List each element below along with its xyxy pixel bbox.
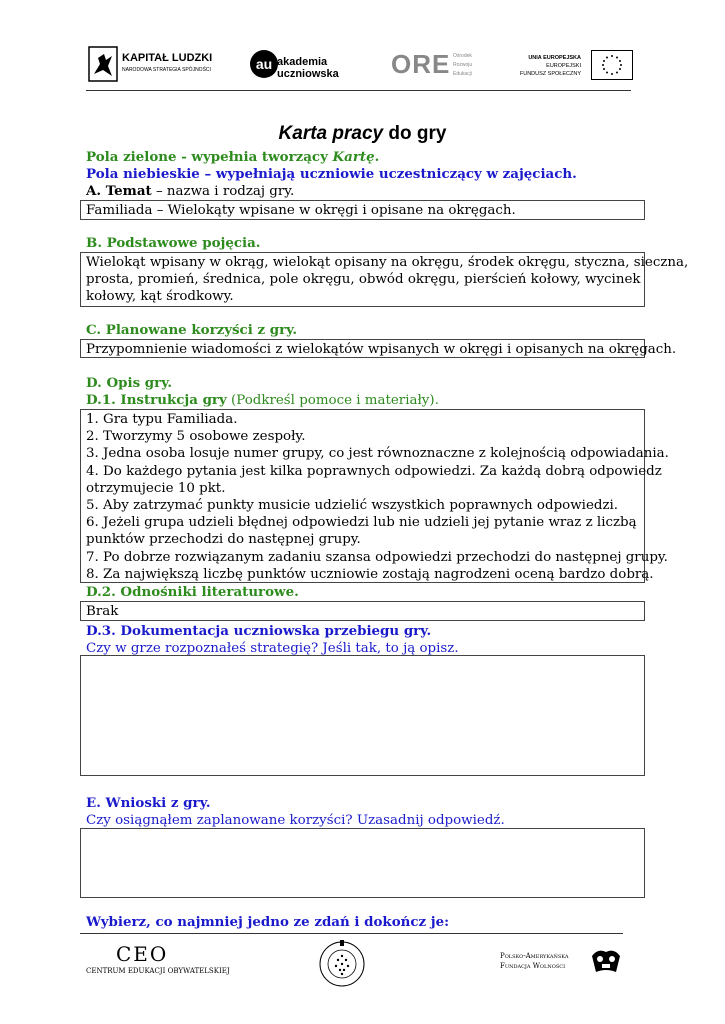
eu-logo (518, 50, 633, 82)
akademia-label: akademia (277, 56, 328, 68)
page-title (0, 123, 725, 145)
section-d1-heading (86, 392, 439, 409)
section-b-line: prosta, promień, średnica, pole okręgu, obwód okręgu, pierścień kołowy, wycinek (86, 272, 641, 288)
legend-green-prefix: Pola zielone - wypełnia tworzący (86, 149, 333, 165)
legend-green (86, 149, 379, 166)
instruction-line: otrzymujecie 10 pkt. (86, 480, 226, 496)
section-e-answer-box[interactable] (80, 828, 645, 898)
section-d2-label: D.2. Odnośniki literaturowe. (86, 584, 299, 600)
section-d2-field[interactable] (80, 601, 645, 621)
title-italic: Karta pracy (278, 123, 384, 144)
pafw-line1: Polsko-Amerykańska (500, 952, 569, 960)
instruction-line: punktów przechodzi do następnej grupy. (86, 532, 361, 548)
instruction-line: 2. Tworzymy 5 osobowe zespoły. (86, 429, 306, 445)
section-d3-answer-box[interactable] (80, 655, 645, 776)
instruction-line: 5. Aby zatrzymać punkty musicie udzielić wszystkich poprawnych odpowiedzi. (86, 498, 619, 514)
eu-line1: UNIA EUROPEJSKA (528, 55, 581, 61)
ore-line2: Rozwoju (453, 62, 473, 68)
akademia-uczniowska-logo (249, 49, 339, 83)
section-b-label: B. Podstawowe pojęcia. (86, 235, 261, 251)
uczniowska-label: uczniowska (277, 68, 339, 80)
instruction-line: 4. Do każdego pytania jest kilka poprawnych odpowiedzi. Za każdą dobrą odpowiedz (86, 463, 662, 479)
kapital-ludzki-emblem-icon (88, 46, 118, 82)
section-d1-field[interactable] (80, 409, 669, 583)
kapital-ludzki-title: KAPITAŁ LUDZKI (122, 52, 213, 64)
eu-line3: FUNDUSZ SPOŁECZNY (519, 71, 581, 77)
kapital-ludzki-logo (88, 46, 228, 84)
section-d-label: D. Opis gry. (86, 375, 173, 391)
legend-green-suffix: . (374, 149, 380, 165)
section-a-heading (86, 183, 294, 200)
section-d1-label: D.1. Instrukcja gry (86, 392, 227, 408)
section-b-line: kołowy, kąt środkowy. (86, 289, 234, 305)
ceo-subtitle: CENTRUM EDUKACJI OBYWATELSKIEJ (86, 967, 230, 975)
instruction-line: 1. Gra typu Familiada. (86, 412, 238, 427)
ore-logo (391, 49, 491, 82)
header-divider (86, 90, 631, 91)
eu-flag-icon (591, 50, 633, 80)
section-c-field[interactable] (80, 339, 677, 358)
kapital-ludzki-subtitle: NARODOWA STRATEGIA SPÓJNOŚCI (122, 67, 211, 73)
section-a-label: A. Temat (86, 183, 152, 199)
svg-text:au: au (255, 56, 273, 72)
section-c-label: C. Planowane korzyści z gry. (86, 322, 298, 338)
pafw-line2: Fundacja Wolności (500, 962, 566, 970)
legend-blue: Pola niebieskie – wypełniają uczniowie uczestniczący w zajęciach. (86, 166, 577, 182)
title-rest: do gry (383, 123, 447, 144)
section-a-field[interactable] (80, 200, 645, 220)
instruction-line: 8. Za największą liczbę punktów uczniowie zostają nagrodzeni oceną bardzo dobrą. (86, 566, 654, 582)
section-e-label: E. Wnioski z gry. (86, 795, 211, 811)
legend-green-italic: Kartę (332, 149, 375, 165)
section-b-field[interactable] (80, 252, 689, 307)
footer-divider (80, 933, 623, 934)
instruction-line: 6. Jeżeli grupa udzieli błędnej odpowiedzi lub nie udzieli jej pytanie wraz z liczbą (86, 515, 637, 531)
instruction-line: 3. Jedna osoba losuje numer grupy, co jest równoznaczne z kolejnością odpowiadania. (86, 446, 669, 462)
section-d3-label: D.3. Dokumentacja uczniowska przebiegu gry. (86, 623, 432, 639)
section-a-value: Familiada – Wielokąty wpisane w okręgi i opisane na okręgach. (86, 203, 516, 218)
ceo-logo (86, 942, 230, 978)
section-d3-question: Czy w grze rozpoznałeś strategię? Jeśli tak, to ją opisz. (86, 641, 459, 656)
pafw-logo (500, 946, 635, 982)
section-b-line: Wielokąt wpisany w okrąg, wielokąt opisany na okręgu, środek okręgu, styczna, sieczna, (86, 255, 689, 270)
ceo-big-label: CEO (116, 942, 169, 966)
section-d2-value: Brak (86, 604, 119, 619)
seal-logo-icon (318, 940, 366, 988)
section-e-question: Czy osiągnąłem zaplanowane korzyści? Uzasadnij odpowiedź. (86, 813, 505, 828)
pafw-emblem-icon (588, 946, 624, 976)
ore-line3: Edukacji (453, 71, 472, 77)
section-a-desc: – nazwa i rodzaj gry. (151, 184, 295, 199)
section-c-value: Przypomnienie wiadomości z wielokątów wpisanych w okręgi i opisanych na okręgach. (86, 342, 677, 357)
ore-main-label: ORE (391, 49, 451, 79)
ore-line1: Ośrodek (453, 53, 472, 59)
final-prompt: Wybierz, co najmniej jedno ze zdań i dokończ je: (86, 914, 450, 930)
section-d1-hint: (Podkreśl pomoce i materiały). (226, 393, 439, 408)
eu-line2: EUROPEJSKI (546, 63, 581, 69)
au-emblem-icon (249, 49, 279, 79)
instruction-line: 7. Po dobrze rozwiązanym zadaniu szansa odpowiedzi przechodzi do następnej grupy. (86, 549, 668, 565)
